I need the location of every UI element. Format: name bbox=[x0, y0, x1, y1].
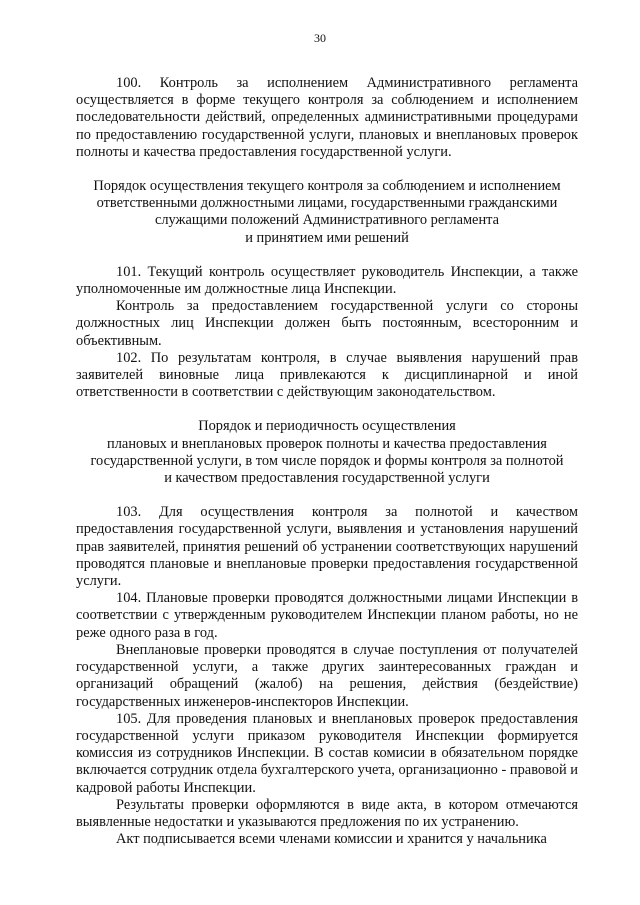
paragraph-101-control: Контроль за предоставлением государственной услуги со стороны должностных лиц Инспекции должен быть постоянным, всесторонним и объективным. bbox=[76, 298, 578, 349]
paragraph-101: 101. Текущий контроль осуществляет руководитель Инспекции, а также уполномоченные им должностные лица Инспекции. bbox=[76, 263, 578, 298]
heading-line: Порядок и периодичность осуществления bbox=[198, 418, 456, 435]
heading-line: ответственными должностными лицами, государственными гражданскими bbox=[96, 195, 558, 212]
document-content bbox=[76, 75, 578, 848]
section-heading-inspections bbox=[76, 418, 578, 487]
section-heading-current-control bbox=[76, 178, 578, 247]
paragraph-104: 104. Плановые проверки проводятся должностными лицами Инспекции в соответствии с утвержденным руководителем Инспекции планом работы, но не реже одного раза в год. bbox=[76, 590, 578, 641]
paragraph-105: 105. Для проведения плановых и внеплановых проверок предоставления государственной услуги приказом руководителя Инспекции формируется комиссия из сотрудников Инспекции. В состав комисии в обязательном порядке включается сотрудник отдела бухгалтерского учета, организационно - правовой и кадровой работы Инспекции. bbox=[76, 710, 578, 796]
paragraph-102: 102. По результатам контроля, в случае выявления нарушений прав заявителей виновные лица привлекаются к дисциплинарной и иной ответственности в соответствии с действующим законодательством. bbox=[76, 349, 578, 401]
paragraph-results: Результаты проверки оформляются в виде акта, в котором отмечаются выявленные недостатки и указываются предложения по их устранению. bbox=[76, 796, 578, 830]
heading-line: государственной услуги, в том числе порядок и формы контроля за полнотой bbox=[90, 452, 564, 469]
paragraph-unscheduled-checks: Внеплановые проверки проводятся в случае поступления от получателей государственной услуги, а также других заинтересованных граждан и организаций обращений (жалоб) на решения, действия (бездействие) государственных инженеров-инспекторов Инспекции. bbox=[76, 641, 578, 710]
paragraph-103: 103. Для осуществления контроля за полнотой и качеством предоставления государственной услуги, выявления и установления нарушений прав заявителей, принятия решений об устранении соответствующих нарушений проводятся плановые и внеплановые проверки предоставления государственной услуги. bbox=[76, 504, 578, 590]
heading-line: служащими положений Административного регламента bbox=[154, 212, 500, 229]
page-number: 30 bbox=[314, 31, 326, 45]
paragraph-act: Акт подписывается всеми членами комиссии и хранится у начальника bbox=[116, 831, 547, 848]
heading-line: плановых и внеплановых проверок полноты и качества предоставления bbox=[107, 435, 547, 452]
heading-line: Порядок осуществления текущего контроля за соблюдением и исполнением bbox=[93, 178, 561, 195]
heading-line: и качеством предоставления государственной услуги bbox=[164, 470, 490, 487]
paragraph-100: 100. Контроль за исполнением Административного регламента осуществляется в форме текущего контроля за соблюдением и исполнением последовательности действий, определенных административными процедурами по предоставлению государственной услуги, плановых и внеплановых проверок полноты и качества предоставления государственной услуги. bbox=[76, 75, 578, 160]
heading-line: и принятием ими решений bbox=[245, 229, 409, 246]
